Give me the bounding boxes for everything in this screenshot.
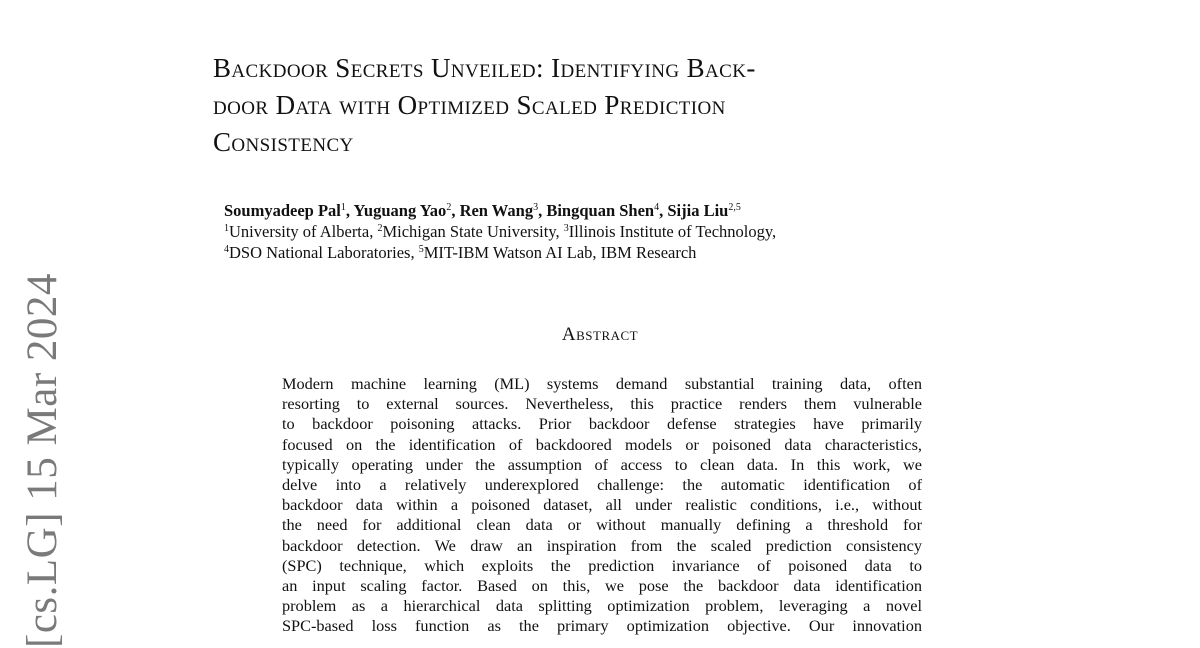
paper-title — [213, 50, 1033, 161]
affiliation-text: DSO National Laboratories, — [229, 243, 419, 262]
author-block — [224, 200, 776, 263]
affiliation-mark: 1 — [224, 223, 229, 234]
title-line: Consistency — [213, 127, 354, 157]
arxiv-stamp: [cs.LG] 15 Mar 2024 — [19, 273, 66, 648]
author-separator: , — [538, 201, 547, 220]
abstract-line: typically operating under the assumption of access to clean data. In this work, we — [282, 454, 922, 474]
abstract-body — [282, 374, 922, 637]
abstract-line: resorting to external sources. Nevertheless, this practice renders them vulnerable — [282, 394, 922, 414]
abstract-line: (SPC) technique, which exploits the prediction invariance of poisoned data to — [282, 555, 922, 575]
affiliation-text: University of Alberta, — [229, 222, 378, 241]
author-affiliation-mark: 4 — [654, 202, 660, 213]
author-separator: , — [451, 201, 460, 220]
affiliation-text: MIT-IBM Watson AI Lab, IBM Research — [423, 243, 697, 262]
abstract-line: delve into a relatively underexplored challenge: the automatic identification of — [282, 475, 922, 495]
abstract-line: backdoor data within a poisoned dataset, all under realistic conditions, i.e., without — [282, 495, 922, 515]
abstract-heading: Abstract — [561, 324, 639, 345]
affiliation-mark: 5 — [418, 244, 424, 255]
author-name: Ren Wang — [459, 201, 534, 220]
abstract-line: problem as a hierarchical data splitting optimization problem, leveraging a novel — [282, 596, 922, 616]
author-separator: , — [345, 201, 354, 220]
abstract-line: the need for additional clean data or without manually defining a threshold for — [282, 515, 922, 535]
affiliation-line — [224, 221, 776, 242]
affiliation-mark: 2 — [377, 223, 383, 234]
author-affiliation-mark: 2 — [446, 202, 452, 213]
author-separator: , — [659, 201, 668, 220]
author-name: Bingquan Shen — [546, 201, 655, 220]
affiliation-mark: 4 — [224, 244, 229, 255]
author-affiliation-mark: 1 — [340, 202, 346, 213]
affiliation-text: Michigan State University, — [382, 222, 564, 241]
author-affiliation-mark: 2,5 — [728, 202, 741, 213]
abstract-line: backdoor detection. We draw an inspiration from the scaled prediction consistency — [282, 535, 922, 555]
author-list — [224, 201, 741, 220]
affiliation-text: Illinois Institute of Technology, — [568, 222, 777, 241]
abstract-line: to backdoor poisoning attacks. Prior backdoor defense strategies have primarily — [282, 414, 922, 434]
affiliation-line — [224, 242, 776, 263]
author-affiliation-mark: 3 — [533, 202, 539, 213]
abstract-line: an input scaling factor. Based on this, we pose the backdoor data identification — [282, 576, 922, 596]
title-line: Backdoor Secrets Unveiled: Identifying Back- — [213, 53, 756, 83]
title-line: door Data with Optimized Scaled Prediction — [213, 90, 726, 120]
author-name: Yuguang Yao — [353, 201, 447, 220]
affiliation-mark: 3 — [563, 223, 569, 234]
author-name: Soumyadeep Pal — [224, 201, 341, 220]
abstract-line: Modern machine learning (ML) systems demand substantial training data, often — [282, 374, 922, 393]
author-name: Sijia Liu — [667, 201, 729, 220]
abstract-line: SPC-based loss function as the primary optimization objective. Our innovation — [282, 616, 922, 636]
abstract-line: focused on the identification of backdoored models or poisoned data characteristics, — [282, 434, 922, 454]
